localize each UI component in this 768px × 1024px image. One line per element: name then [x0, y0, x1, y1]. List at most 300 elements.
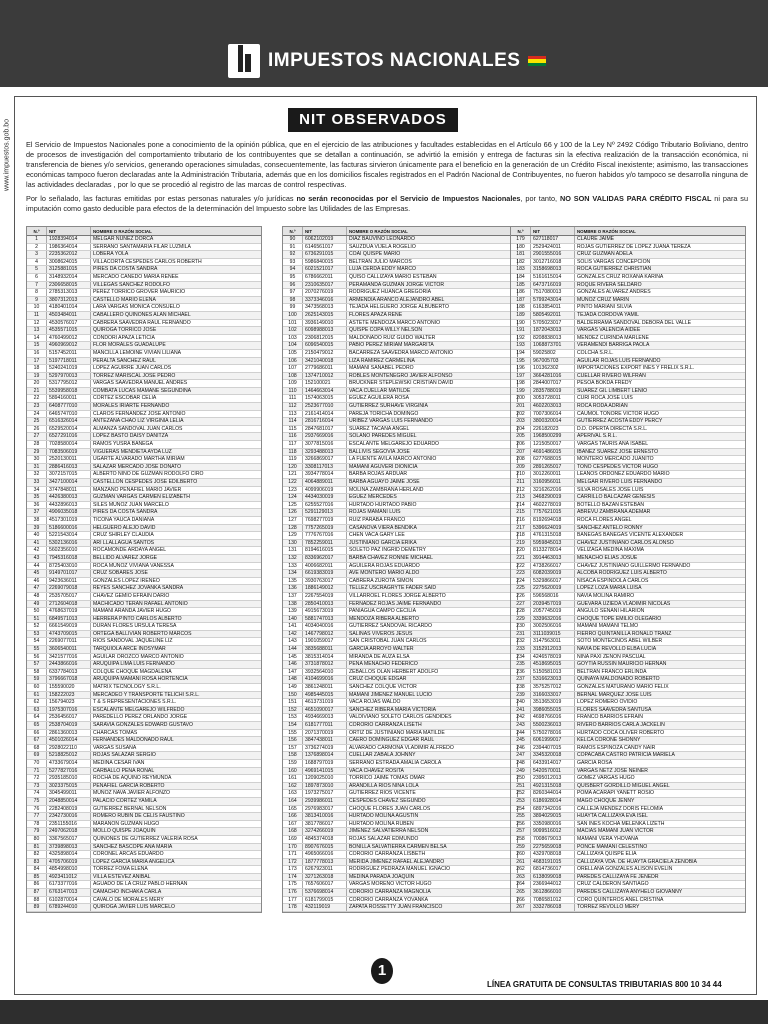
cell-num: 2	[27, 244, 47, 251]
cell-name: MELGAR RIVERO LUIS FERNANDO	[577, 479, 663, 485]
table-row	[283, 638, 517, 646]
cell-name: MENACHO ELIAS JOSUE	[577, 554, 638, 561]
cell-nit: 7852259011	[303, 540, 347, 547]
cell-num: 142	[283, 631, 303, 638]
table-row	[511, 570, 745, 578]
cell-num: 36	[27, 502, 47, 509]
table-row	[511, 866, 745, 874]
cell-nit: 2529424011	[531, 244, 575, 251]
cell-nit: 3008624015	[47, 259, 91, 266]
cell-nit: 7008679013	[531, 836, 575, 843]
table-row	[283, 669, 517, 677]
table-row	[283, 745, 517, 753]
cell-nit: 3332786018	[531, 904, 575, 911]
cell-num: 23	[27, 403, 47, 410]
cell-num: 214	[511, 502, 531, 509]
cell-num: 177	[283, 897, 303, 904]
cell-name: AGUILAR ROJAS LUIS FERNANDO	[577, 357, 661, 364]
cell-nit: 2057745019	[531, 608, 575, 615]
cell-num: 60	[27, 684, 47, 691]
cell-nit: 7083506019	[47, 449, 91, 456]
cell-num: 99	[283, 304, 303, 311]
table-row	[27, 760, 261, 768]
cell-num: 34	[27, 487, 47, 494]
table-row	[511, 623, 745, 631]
cell-nit: 2048850014	[47, 798, 91, 805]
cell-num: 158	[283, 752, 303, 759]
table-row	[511, 669, 745, 677]
cell-num: 248	[511, 760, 531, 767]
table-row	[283, 403, 517, 411]
cell-name: GUTIERREZ RIOS VICENTE	[349, 790, 416, 797]
cell-num: 130	[283, 540, 303, 547]
table-row	[511, 631, 745, 639]
table-row	[27, 806, 261, 814]
cell-name: PALACIO CORTEZ YAMILA	[93, 797, 157, 804]
table-row	[283, 456, 517, 464]
cell-num: 246	[511, 745, 531, 752]
cell-name: ALMANZA SANDOVAL JUAN CARLOS	[93, 425, 183, 432]
cell-num: 174	[283, 874, 303, 881]
cell-name: CLAROS FERNANDEZ JOSE ANTONIO	[93, 410, 186, 417]
cell-name: BELLIDO ALVAREZ JORGE	[93, 554, 158, 561]
cell-num: 108	[283, 373, 303, 380]
cell-nit: 6789244010	[47, 904, 91, 911]
table-row	[511, 373, 745, 381]
cell-num: 139	[283, 608, 303, 615]
cell-nit: 6181799015	[303, 897, 347, 904]
table-row	[511, 395, 745, 403]
cell-num: 96	[283, 282, 303, 289]
cell-name: MANZANO PENAFIEL MARIO JAVIER	[93, 486, 182, 493]
table-row	[27, 327, 261, 335]
cell-num: 141	[283, 623, 303, 630]
cell-nit: 6619383019	[303, 570, 347, 577]
table-row	[511, 828, 745, 836]
cell-name: MERIDA JIMENEZ RAFAEL ALEJANDRO	[349, 858, 445, 865]
cell-name: BARBA AGUAYO JAIME JOSE	[349, 479, 420, 485]
table-header	[283, 227, 517, 236]
cell-nit: 4426380013	[47, 494, 91, 501]
table-row	[283, 859, 517, 867]
cell-name: GUEVARA UZIEDA VLADIMIR NICOLAS	[577, 600, 671, 607]
cell-nit: 5376698014	[303, 889, 347, 896]
cell-nit: 3012716018	[531, 259, 575, 266]
cell-name: HURTADO MOLINA AGUSTIN	[349, 813, 419, 820]
cell-num: 191	[511, 327, 531, 334]
cell-nit: 3023375015	[47, 783, 91, 790]
cell-nit: 6516326014	[47, 418, 91, 425]
cell-num: 230	[511, 623, 531, 630]
table-row	[511, 502, 745, 510]
cell-name: COLCHA S.R.L.	[577, 349, 614, 356]
cell-name: SALINAS VIVEROS JESUS	[349, 630, 413, 637]
cell-name: BOTELLO BAZAN ESTEBAN	[577, 501, 645, 508]
cell-num: 24	[27, 411, 47, 418]
table-row	[511, 517, 745, 525]
cell-num: 123	[283, 487, 303, 494]
table-row	[27, 487, 261, 495]
cell-nit: 2306812015	[303, 335, 347, 342]
cell-name: MENDEZ CURINDA MARLENE	[577, 334, 649, 341]
cell-nit: 2150479012	[303, 350, 347, 357]
table-row	[27, 775, 261, 783]
cell-name: VILLEGAS SANCHEZ RODOLFO	[93, 281, 170, 288]
cell-num: 207	[511, 449, 531, 456]
cell-num: 176	[283, 889, 303, 896]
cell-name: T & S REPRESENTACIONES S.R.L.	[93, 699, 177, 706]
cell-name: ROCAMONDE ARDAYA ANGEL	[93, 547, 167, 554]
cell-name: BARBA CHAVEZ RONNIE MICHAEL	[349, 554, 433, 561]
table-row	[27, 441, 261, 449]
cell-name: VELIZAGA MEDINA MAXIMA	[577, 547, 645, 554]
table-row	[283, 836, 517, 844]
cell-num: 94	[283, 266, 303, 273]
cell-name: HERRERA PINTO CARLOS ALBERTO	[93, 615, 182, 622]
cell-nit: 8133278014	[531, 547, 575, 554]
cell-name: SAUZDUA VIJELA ROGELIO	[349, 243, 416, 250]
cell-num: 138	[283, 601, 303, 608]
table-row	[283, 342, 517, 350]
cell-num: 52	[27, 623, 47, 630]
cell-nit: 6181777011	[303, 722, 347, 729]
table-row	[27, 699, 261, 707]
cell-nit: 6062102019	[303, 236, 347, 243]
cell-name: MAMANI SANABEL PEDRO	[349, 365, 414, 372]
cell-name: MERCADEO Y TRANSPORTE TELICHI S.R.L.	[93, 691, 200, 698]
cell-nit: 4613731019	[303, 699, 347, 706]
cell-name: ROCA MUÑOZ VIVIANA VANESSA	[93, 562, 174, 569]
table-row	[283, 433, 517, 441]
header-num: N.º	[27, 227, 47, 235]
cell-nit: 1877778013	[303, 859, 347, 866]
table-row	[511, 236, 745, 244]
cell-nit: 3986055015	[531, 707, 575, 714]
table-row	[283, 881, 517, 889]
cell-nit: 3152912013	[531, 646, 575, 653]
cell-nit: 5277827016	[47, 768, 91, 775]
cell-name: GONZALES LOPEZ IRENEO	[93, 577, 160, 584]
cell-num: 55	[27, 646, 47, 653]
cell-nit: 4434030019	[303, 494, 347, 501]
table-row	[511, 889, 745, 897]
cell-nit: 3894029015	[531, 813, 575, 820]
cell-num: 10	[27, 304, 47, 311]
table-row	[511, 289, 745, 297]
cell-num: 63	[27, 707, 47, 714]
table-row	[511, 266, 745, 274]
table-row	[283, 540, 517, 548]
cell-name: AGUILAR OROZCO MARCO ANTONIO	[93, 653, 184, 660]
header-nit: NIT	[303, 227, 347, 235]
cell-nit: 5186600016	[47, 525, 91, 532]
cell-name: TARQUIOLA ARCE INOSYMAR	[93, 646, 166, 653]
intro-paragraph-2: Por lo señalado, las facturas emitidas por estas personas naturales y/o jurídicas no serán reconocidas por el Servicio de Impuestos Nacionales, por tanto, NO SON VALIDAS PARA CRÉDITO FISCAL ni para su imputación como gasto deducible para efectos de la determinación del Impuesto sobre las Utilidades de las Empresas.	[26, 194, 749, 213]
cell-name: ALBERTO NIÑO DE GUZMAN RODOLFO CIRO	[93, 471, 204, 478]
cell-name: SOTO MONTECINOS ABEL WILBER	[577, 638, 663, 645]
cell-nit: 2161414014	[303, 411, 347, 418]
cell-num: 103	[283, 335, 303, 342]
table-row	[27, 464, 261, 472]
cell-nit: 2282408019	[47, 806, 91, 813]
cell-name: VARGAS SAAVEDRA MANUEL ANDRES	[93, 380, 188, 387]
table-row	[283, 388, 517, 396]
table-row	[27, 661, 261, 669]
table-row	[283, 304, 517, 312]
cell-name: CORORIO CARRANZA LISBETH	[349, 851, 426, 858]
table-row	[27, 471, 261, 479]
table-row	[27, 768, 261, 776]
cell-nit: 3216262016	[531, 487, 575, 494]
cell-num: 47	[27, 585, 47, 592]
cell-nit: 6173377016	[47, 881, 91, 888]
cell-num: 149	[283, 684, 303, 691]
cell-name: MAMANI VERA YHOVANA	[577, 835, 639, 842]
cell-name: SERRANO SANTAMARIA FILAR LUZMILA	[93, 243, 191, 250]
table-row	[27, 874, 261, 882]
cell-num: 118	[283, 449, 303, 456]
cell-name: RAMOS ESPINOZA CANDY NAIR	[577, 744, 656, 751]
cell-num: 209	[511, 464, 531, 471]
cell-name: MORALES IRIARTE FERNANDO	[93, 403, 170, 410]
cell-nit: 4691486015	[531, 449, 575, 456]
cell-nit: 5396624019	[531, 525, 575, 532]
table-row	[511, 335, 745, 343]
cell-nit: 2535705017	[47, 593, 91, 600]
cell-num: 124	[283, 494, 303, 501]
table-header	[511, 227, 745, 236]
table-row	[283, 502, 517, 510]
cell-nit: 6186928014	[531, 798, 575, 805]
cell-num: 1	[27, 236, 47, 243]
cell-nit: 1574063015	[303, 395, 347, 402]
cell-nit: 6096540015	[303, 342, 347, 349]
table-row	[27, 320, 261, 328]
cell-name: UGARTE ALVARADO MARTHA MIRIAM	[93, 456, 185, 463]
table-row	[283, 266, 517, 274]
cell-num: 35	[27, 494, 47, 501]
cell-num: 266	[511, 897, 531, 904]
cell-num: 203	[511, 418, 531, 425]
table-row	[283, 844, 517, 852]
table-row	[511, 760, 745, 768]
cell-num: 82	[27, 851, 47, 858]
cell-num: 54	[27, 638, 47, 645]
cell-num: 129	[283, 532, 303, 539]
cell-num: 145	[283, 654, 303, 661]
cell-num: 111	[283, 395, 303, 402]
cell-num: 78	[27, 821, 47, 828]
cell-name: MELGAR NUÑEZ DORCA	[93, 236, 154, 242]
cell-nit: 3473568013	[303, 304, 347, 311]
cell-nit: 3930763017	[303, 578, 347, 585]
cell-name: FERNANDES MALDONADO RAUL	[93, 737, 174, 744]
table-row	[27, 684, 261, 692]
table-row	[283, 889, 517, 897]
cell-nit: 5805492011	[531, 312, 575, 319]
table-row	[27, 585, 261, 593]
cell-nit: 5221543014	[47, 532, 91, 539]
table-row	[27, 881, 261, 889]
cell-nit: 3606540011	[47, 646, 91, 653]
cell-num: 167	[283, 821, 303, 828]
cell-nit: 6138099018	[531, 874, 575, 881]
table-row	[27, 274, 261, 282]
cell-nit: 155590020	[47, 684, 91, 691]
cell-name: RIVERO BARRIOS CARLA JACKELIN	[577, 722, 665, 728]
cell-num: 184	[511, 274, 531, 281]
table-row	[283, 358, 517, 366]
cell-name: MACHICADO TERAN RAFAEL ANTONIO	[93, 600, 188, 607]
table-row	[283, 714, 517, 722]
cell-num: 66	[27, 730, 47, 737]
cell-num: 197	[511, 373, 531, 380]
table-row	[511, 752, 745, 760]
table-row	[27, 608, 261, 616]
table-row	[27, 350, 261, 358]
cell-num: 162	[283, 783, 303, 790]
cell-num: 114	[283, 418, 303, 425]
table-row	[283, 676, 517, 684]
cell-name: ABREVU ZAMBRANA ADEMAR	[577, 509, 651, 516]
cell-name: PEREZ TORRICO GROVER MAURICIO	[93, 289, 186, 296]
cell-num: 30	[27, 456, 47, 463]
table-row	[27, 646, 261, 654]
cell-nit: 3308117013	[303, 464, 347, 471]
cell-name: ORTIZ DE JUSTINIANO MARIA MATILDE	[349, 729, 445, 736]
cell-nit: 2395012013	[531, 775, 575, 782]
cell-num: 193	[511, 342, 531, 349]
table-row	[27, 593, 261, 601]
cell-name: SILVA ROSALES JOSE LUIS	[577, 486, 644, 493]
cell-num: 109	[283, 380, 303, 387]
cell-num: 172	[283, 859, 303, 866]
cell-name: CORORIO CARRANZA LISETH	[349, 722, 422, 728]
table-row	[27, 388, 261, 396]
cell-name: SANCHEZ COLQUE VICTOR	[349, 684, 417, 691]
cell-num: 192	[511, 335, 531, 342]
cell-num: 29	[27, 449, 47, 456]
cell-num: 154	[283, 722, 303, 729]
table-row	[283, 479, 517, 487]
cell-name: CALLIZAYA QUISPE ELIA	[577, 851, 637, 858]
cell-name: TORREZ FOMA ELENA	[93, 866, 148, 873]
table-row	[283, 471, 517, 479]
cell-num: 264	[511, 881, 531, 888]
cell-name: SALAZAR MERCADO JOSE DONATO	[93, 463, 182, 470]
table-row	[283, 783, 517, 791]
cell-num: 105	[283, 350, 303, 357]
cell-num: 75	[27, 798, 47, 805]
table-row	[283, 768, 517, 776]
cell-nit: 5240241019	[47, 365, 91, 372]
cell-num: 112	[283, 403, 303, 410]
cell-name: GARCIA ARROYO WALTER	[349, 646, 414, 653]
cell-num: 7	[27, 282, 47, 289]
table-row	[27, 813, 261, 821]
cell-name: CAERO DOMINGUEZ EDGAR RAUL	[349, 737, 435, 744]
table-row	[511, 244, 745, 252]
cell-num: 229	[511, 616, 531, 623]
cell-nit: 4923411012	[47, 874, 91, 881]
cell-nit: 6786662011	[303, 274, 347, 281]
cell-num: 65	[27, 722, 47, 729]
cell-num: 260	[511, 851, 531, 858]
cell-nit: 3160956011	[531, 479, 575, 486]
table-row	[283, 297, 517, 305]
cell-name: CRUZ SHIRLEY CLAUDIA	[93, 532, 154, 539]
table-row	[27, 251, 261, 259]
cell-name: MARAÑON GUZMAN HUGO	[93, 820, 160, 827]
table-row	[27, 312, 261, 320]
cell-num: 262	[511, 866, 531, 873]
cell-nit: 4503484011	[47, 312, 91, 319]
cell-num: 18	[27, 365, 47, 372]
cell-num: 84	[27, 866, 47, 873]
cell-name: APERIVAL S.R.L.	[577, 433, 617, 440]
cell-num: 31	[27, 464, 47, 471]
cell-nit: 5317795012	[47, 380, 91, 387]
cell-num: 68	[27, 745, 47, 752]
cell-name: BACARREZA SAAVEDRA MARCO ANTONIO	[349, 349, 453, 356]
table-row	[27, 623, 261, 631]
cell-num: 101	[283, 320, 303, 327]
table-row	[511, 304, 745, 312]
table-row	[283, 851, 517, 859]
cell-name: CLAURE JAIME	[577, 236, 615, 242]
cell-nit: 4738266017	[531, 563, 575, 570]
cell-name: CABRERA SAAVEDRA RAUL FERNANDO	[93, 319, 191, 326]
table-row	[283, 532, 517, 540]
cell-nit: 3934778014	[303, 471, 347, 478]
cell-num: 136	[283, 585, 303, 592]
table-row	[283, 335, 517, 343]
table-row	[27, 244, 261, 252]
cell-nit: 2267554019	[303, 593, 347, 600]
cell-name: VARGAS MORENO VICTOR HUGO	[349, 881, 432, 888]
table-row	[27, 335, 261, 343]
table-row	[283, 730, 517, 738]
header-nit: NIT	[531, 227, 575, 235]
table-row	[27, 570, 261, 578]
table-row	[511, 881, 745, 889]
table-row	[283, 699, 517, 707]
table-row	[283, 236, 517, 244]
cell-name: CAMACHO INCHAKA CARLA	[93, 889, 162, 896]
cell-num: 208	[511, 456, 531, 463]
cell-name: CASTELLON CESPEDES JOSE EDILBERTO	[93, 479, 198, 485]
cell-num: 157	[283, 745, 303, 752]
cell-name: CRUZ GUZMAN ADELA	[577, 251, 633, 258]
cell-name: TORRICO JAIME TOMAS OMAR	[349, 775, 425, 782]
table-row	[27, 631, 261, 639]
cell-name: EGUEZ MERCEDES	[349, 494, 397, 501]
cell-num: 201	[511, 403, 531, 410]
cell-num: 236	[511, 669, 531, 676]
cell-name: CAUMOL TONORE VICTOR HUGO	[577, 410, 659, 417]
cell-name: TICONA YAUCA DANIANA	[93, 516, 155, 523]
cell-nit: 2625143015	[303, 312, 347, 319]
cell-nit: 2901555016	[531, 251, 575, 258]
cell-name: PANIAGUA CAMPO CECILIA	[349, 608, 416, 615]
cell-name: ZAPATA ROSSETTY JUAN FRANCISCO	[349, 904, 443, 911]
cell-name: MEDINA PARADA JOAQUIN	[349, 873, 415, 880]
cell-nit: 627118017	[531, 236, 575, 243]
cell-nit: 3731878012	[303, 661, 347, 668]
cell-name: ESCALANTE MELGAREJO WILFREDO	[93, 706, 185, 713]
cell-num: 26	[27, 426, 47, 433]
cell-nit: 596568016	[531, 593, 575, 600]
